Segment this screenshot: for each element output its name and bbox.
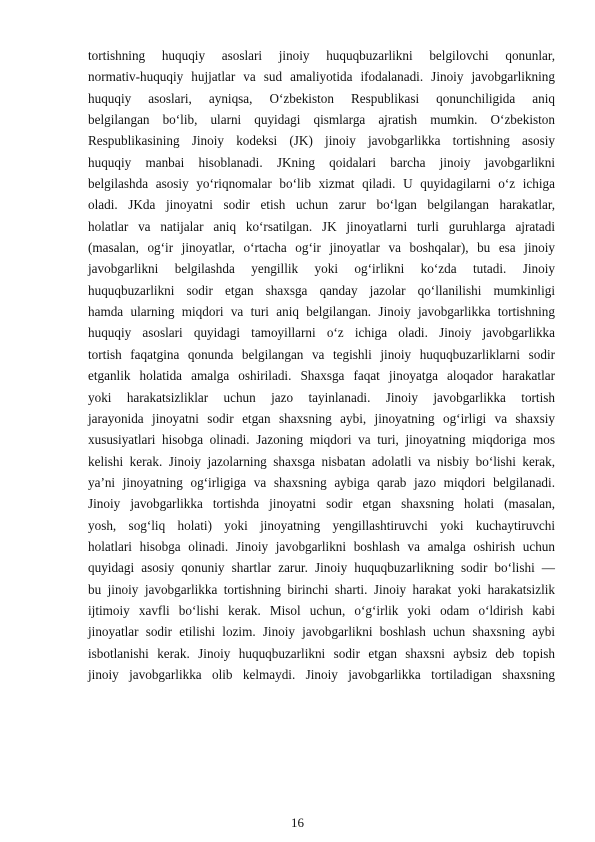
text-line: huquqiy asoslari quyidagi tamoyillarni o‘z ichiga oladi. Jinoiy javobgarlikka	[88, 325, 555, 341]
text-line: javobgarlikni belgilashda yengillik yoki og‘irlikni ko‘zda tutadi. Jinoiy	[88, 261, 555, 277]
page-number: 16	[291, 815, 304, 830]
text-line: jinoiy javobgarlikka olib kelmaydi. Jinoiy javobgarlikka tortiladigan shaxsning	[88, 666, 555, 682]
text-line: Jinoiy javobgarlikka tortishda jinoyatni sodir etgan shaxsning holati (masalan,	[88, 496, 555, 512]
text-line: yoki harakatsizliklar uchun jazo tayinlanadi. Jinoiy javobgarlikka tortish	[88, 389, 555, 405]
text-line: bu jinoiy javobgarlikka tortishning birinchi sharti. Jinoiy harakat yoki harakatsizlik	[88, 581, 555, 597]
text-line: Respublikasining Jinoiy kodeksi (JK) jinoiy javobgarlikka tortishning asosiy	[88, 133, 555, 149]
text-line: etganlik holatida amalga oshiriladi. Shaxsga faqat jinoyatga aloqador harakatlar	[88, 368, 555, 384]
text-line: belgilashda asosiy yo‘riqnomalar bo‘lib xizmat qiladi. U quyidagilarni o‘z ichiga	[88, 176, 555, 192]
text-line: ya’ni jinoyatning og‘irligiga va shaxsning aybiga qarab jazo miqdori belgilanadi.	[88, 474, 555, 490]
text-line: tortish faqatgina qonunda belgilangan va tegishli jinoiy huquqbuzarliklarni sodir	[88, 346, 555, 362]
text-line: quyidagi asosiy qonuniy shartlar zarur. Jinoiy huquqbuzarlikning sodir bo‘lishi —	[88, 560, 555, 576]
text-line: holatlar va natijalar aniq ko‘rsatilgan. JK jinoyatlarni turli guruhlarga ajratadi	[88, 218, 555, 234]
text-line: belgilangan bo‘lib, ularni quyidagi qismlarga ajratish mumkin. O‘zbekiston	[88, 112, 555, 128]
text-line: hamda ularning miqdori va turi aniq belgilangan. Jinoiy javobgarlikka tortishning	[88, 304, 555, 320]
text-line: tortishning huquqiy asoslari jinoiy huquqbuzarlikni belgilovchi qonunlar,	[88, 48, 555, 63]
text-line: yosh, sog‘liq holati) yoki jinoyatning yengillashtiruvchi yoki kuchaytiruvchi	[88, 517, 555, 533]
text-line: holatlari hisobga olinadi. Jinoiy javobgarlikni boshlash va amalga oshirish uchun	[88, 538, 555, 554]
text-line: oladi. JKda jinoyatni sodir etish uchun zarur bo‘lgan belgilangan harakatlar,	[88, 197, 555, 213]
body-text	[88, 45, 555, 685]
text-line: huquqbuzarlikni sodir etgan shaxsga qanday jazolar qo‘llanilishi mumkinligi	[88, 282, 555, 298]
text-line: jinoyatlar sodir etilishi lozim. Jinoiy javobgarlikni boshlash uchun shaxsning aybi	[88, 624, 555, 640]
text-line: (masalan, og‘ir jinoyatlar, o‘rtacha og‘ir jinoyatlar va boshqalar), bu esa jinoiy	[88, 240, 555, 256]
text-line: normativ-huquqiy hujjatlar va sud amaliyotida ifodalanadi. Jinoiy javobgarlikning	[88, 69, 555, 85]
text-line: jarayonida jinoyatni sodir etgan shaxsning aybi, jinoyatning og‘irligi va shaxsiy	[88, 410, 555, 426]
text-line: ijtimoiy xavfli bo‘lishi kerak. Misol uchun, o‘g‘irlik yoki odam o‘ldirish kabi	[88, 602, 555, 618]
text-line: huquqiy asoslari, ayniqsa, O‘zbekiston Respublikasi qonunchiligida aniq	[88, 90, 555, 106]
text-line: xususiyatlari hisobga olinadi. Jazoning miqdori va turi, jinoyatning miqdoriga mos	[88, 432, 555, 448]
text-line: kelishi kerak. Jinoiy jazolarning shaxsga nisbatan adolatli va nisbiy bo‘lishi kerak,	[88, 453, 555, 469]
text-line: isbotlanishi kerak. Jinoiy huquqbuzarlikni sodir etgan shaxsni aybsiz deb topish	[88, 645, 555, 661]
text-line: huquqiy manbai hisoblanadi. JKning qoidalari barcha jinoiy javobgarlikni	[88, 154, 555, 170]
